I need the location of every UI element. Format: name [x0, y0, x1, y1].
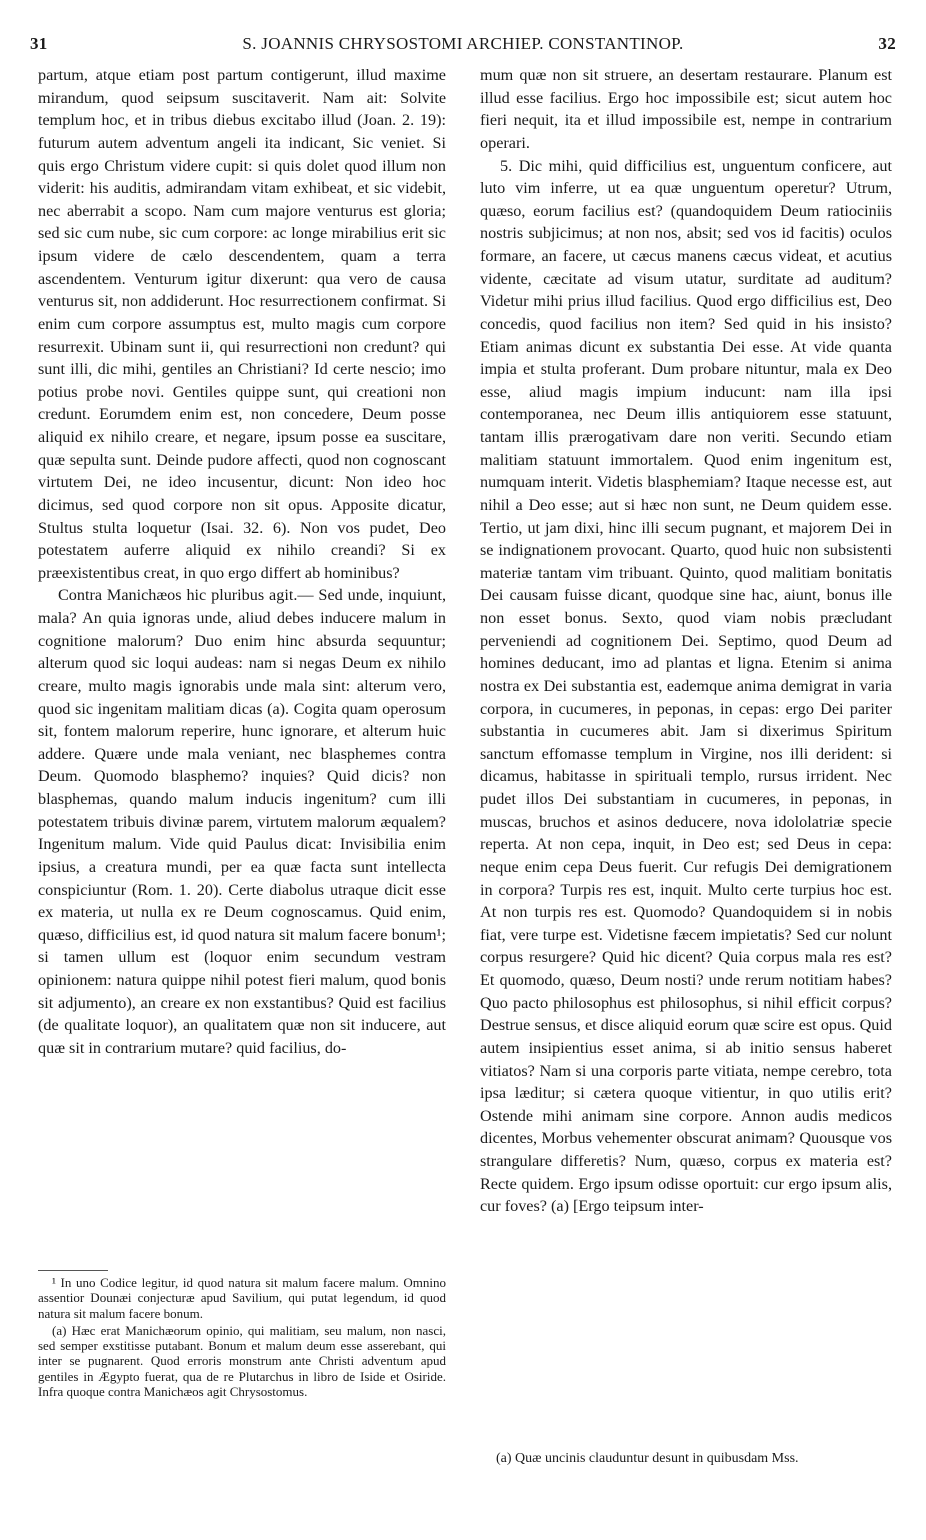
- right-paragraph-1: mum quæ non sit struere, an desertam restaurare. Planum est illud esse facilius. Ergo hoc impossibile est; sicut autem hoc fieri nequit, ita et illud impossibile est, nempe in contrarium operari.: [480, 66, 892, 152]
- right-footnote: [480, 1450, 892, 1468]
- right-column: [480, 64, 892, 1218]
- running-title: S. JOANNIS CHRYSOSTOMI ARCHIEP. CONSTANTINOP.: [242, 34, 684, 53]
- running-header: [30, 34, 896, 60]
- right-footnote-a: (a) Quæ uncinis clauduntur desunt in quibusdam Mss.: [496, 1451, 799, 1466]
- page-number-right: 32: [878, 34, 896, 53]
- left-column: [38, 64, 446, 1060]
- footnote-rule: [38, 1270, 108, 1271]
- footnote-a: (a) Hæc erat Manichæorum opinio, qui malitiam, seu malum, non nasci, sed semper exstitisse putabant. Bonum et malum deum esse asserebant, qui inter se pugnarent. Quod erroris monstrum ante Christi adventum apud gentiles in Ægypto fuerat, qua de re Plutarchus in libro de Iside et Osiride. Infra quoque contra Manichæos agit Chrysostomus.: [38, 1322, 446, 1400]
- right-paragraph-2: 5. Dic mihi, quid difficilius est, unguentum conficere, aut luto vim inferre, ut ea quæ unguentum operetur? Utrum, quæso, eorum facilius est? (quandoquidem Deum ratiociniis nostris subjicimus; at non nos, absit; sed vos id facitis) oculos formare, an facere, ut cæcus manens cæcus videat, et acutius vidente, cæcitate ad visum utatur, surditate ad auditum? Videtur mihi prius illud facilius. Quod ergo difficilius est, Deo concedis, quod facilius non item? Sed quid in his insisto? Etiam animas dicunt ex substantia Dei esse. At vide quanta impia et stulta proferant. Dum probare nituntur, mala ex Deo esse, aliud magis impium inducunt: nam illa ipsi contemporanea, nec Deum illis antiquiorem esse statuunt, tantam illis prærogativam dare non veriti. Secundo etiam malitiam statuunt immortalem. Quod enim ingenitum est, numquam interit. Videtis blasphemiam? Itaque necesse est, aut nihil a Deo esse; aut si hæc non sunt, ne Deum quidem esse. Tertio, ut jam dixi, hinc illi secum pugnant, et majorem Dei in se indignationem provocant. Quarto, quod huic non subsistenti materiæ tantam vim tribuant. Quinto, quod malitiam bonitatis Dei causam fuisse dicant, quodque sine hac, aiunt, bonus ille non esset bonus. Sexto, quod viam nobis præcludant perveniendi ad cognitionem Dei. Septimo, quod Deum ad homines deducant, imo ad plantas et ligna. Etenim si anima nostra ex Dei substantia est, eademque anima demigrat in varia corpora, in cucumeres, in peponas, in cepas: ergo Dei pariter substantia in cucumeres abit. Jam si dixerimus Spiritum sanctum effomasse templum in Virgine, nos illi derident: si dicamus, habitasse in spirituali templo, rursus irrident. Nec pudet illos Dei substantiam in cucumeres, in peponas, in muscas, bruchos et asinos deducere, nova idololatriæ specie reperta. At non cepa, inquit, in Deo est; sed Deus in cepa: neque enim cepa Deus fuerit. Cur refugis Dei demigrationem in corpora? Turpis res est, inquit. Multo certe turpius hoc est. At non turpis res est. Quomodo? Quandoquidem si in nobis fiat, vere turpe est. Videtisne fæcem impietatis? Sed cur nolunt corpus resurgere? Quid hic dicent? Quia corpus mala res est? Et quomodo, quæso, Deum nosti? unde rerum notitiam habes? Quo pacto philosophus est philosophus, si nihil efficit corpus? Destrue sensus, et disce aliquid eorum quæ scire est opus. Quid autem insipientius esset anima, si ab initio sensus haberet vitiatos? Nam si una corporis parte vitiata, nempe cerebro, tota ipsa læditur; si cætera quoque vitientur, in quo utilis erit? Ostende mihi animam sine corpore. Annon audis medicos dicentes, Morbus vehementer obscurat animam? Quousque vos strangulare differetis? Num, quæso, corpus ex materia est? Recte quidem. Ergo ipsum odisse oportuit: cur ergo ipsum alis, cur foves? (a) [Ergo teipsum inter-: [480, 156, 892, 1216]
- left-paragraph-2: Contra Manichæos hic pluribus agit.— Sed unde, inquiunt, mala? An quia ignoras unde, aliud debes inducere malum in cognitione malorum? Duo enim hinc absurda sequuntur; alterum quod sic loqui audeas: nam si negas Deum ex nihilo creare, multo magis ignorabis unde mala sint: alterum vero, quod sic ingenitam malitiam dicas (a). Cogita quam operosum sit, fontem malorum reperire, hunc ignorare, et alterum huic addere. Quære unde mala veniant, nec blasphemes contra Deum. Quomodo blasphemo? inquies? Quid dicis? non blasphemas, quando malum inducis ingenitum? cum illi potestatem tribuis divinæ parem, virtutem malorum æqualem? Ingenitum malum. Vide quid Paulus dicat: Invisibilia enim ipsius, a creatura mundi, per ea quæ facta sunt intellecta conspiciuntur (Rom. 1. 20). Certe diabolus utraque dicit esse ex materia, ut nulla ex re Deum cognoscamus. Quid enim, quæso, difficilius est, id quod natura sit malum facere bonum¹; si tamen ullum est (loquor enim secundum vestram opinionem: natura quippe nihil potest fieri malum, quod bonis sit adjumento), an creare ex non exstantibus? Quid est facilius (de qualitate loquor), an qualitatem quæ non sit inducere, aut quæ sit in contrarium mutare? quid facilius, do-: [38, 586, 446, 1057]
- footnote-1: ¹ In uno Codice legitur, id quod natura sit malum facere malum. Omnino assentior Dounæi conjecturæ apud Savilium, qui putat legendum, id quod natura sit malum facere bonum.: [38, 1275, 446, 1321]
- left-paragraph-1: partum, atque etiam post partum contigerunt, illud maxime mirandum, quod seipsum suscitaverit. Nam ait: Solvite templum hoc, et in tribus diebus excitabo illud (Joan. 2. 19): futurum autem adventum angeli ita indicant, Sic veniet. Si quis ergo Christum videre cupit: si quis dolet quod illum non viderit: his auditis, admirandam vitam exhibeat, et sic videbit, nec aberrabit a scopo. Nam cum majore venturus est gloria; sed sic cum nube, sic cum corpore: ac longe mirabilius erit sic ipsum videre de cælo descendentem, quam a terra ascendentem. Venturum igitur dixerunt: qua vero de causa venturus sit, non addiderunt. Hoc resurrectionem confirmat. Si enim cum corpore assumptus est, multo magis cum corpore resurrexit. Ubinam sunt ii, qui resurrectioni non credunt? qui sunt illi, dic mihi, gentiles an Christiani? Id certe nescio; imo potius probe novi. Gentiles quippe sunt, qui creationi non credunt. Eorumdem enim est, non concedere, Deum posse aliquid ex nihilo creare, et negare, ipsum posse ea suscitare, quæ sepulta sunt. Deinde pudore affecti, quod non cognoscant virtutem Dei, ne ideo incusentur, dicunt: Non ideo hoc dicimus, sed quod corpore non sit opus. Apposite dicatur, Stultus stulta loquetur (Isai. 32. 6). Non vos pudet, Deo potestatem auferre aliquid ex nihilo creandi? Si ex præexistentibus creat, in quo ergo differt ab hominibus?: [38, 66, 446, 582]
- page-number-left: 31: [30, 34, 48, 53]
- left-footnotes: [38, 1275, 446, 1401]
